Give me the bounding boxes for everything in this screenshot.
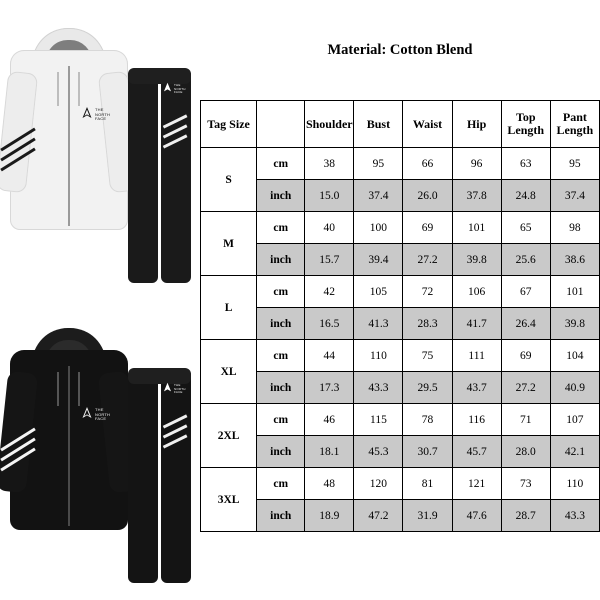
col-header-shoulder: Shoulder: [305, 101, 354, 148]
cell-pant-length: 107: [550, 404, 599, 436]
cell-pant-length: 43.3: [550, 500, 599, 532]
cell-waist: 26.0: [403, 180, 452, 212]
table-row: [201, 244, 600, 276]
product-image-white-tracksuit: [0, 10, 200, 310]
row-unit: inch: [257, 180, 305, 212]
cell-waist: 29.5: [403, 372, 452, 404]
table-row: [201, 148, 600, 180]
cell-bust: 115: [354, 404, 403, 436]
cell-waist: 72: [403, 276, 452, 308]
size-table-panel: [200, 0, 600, 600]
cell-waist: 78: [403, 404, 452, 436]
col-header-hip: Hip: [452, 101, 501, 148]
cell-hip: 37.8: [452, 180, 501, 212]
cell-top-length: 27.2: [501, 372, 550, 404]
col-header-pant-length: Pant Length: [550, 101, 599, 148]
cell-pant-length: 38.6: [550, 244, 599, 276]
cell-top-length: 28.0: [501, 436, 550, 468]
table-row: [201, 372, 600, 404]
cell-hip: 45.7: [452, 436, 501, 468]
cell-bust: 95: [354, 148, 403, 180]
table-row: [201, 340, 600, 372]
cell-bust: 45.3: [354, 436, 403, 468]
pant-leg-left: [128, 368, 158, 583]
pant-leg-right: [161, 68, 191, 283]
row-unit: cm: [257, 276, 305, 308]
cell-shoulder: 17.3: [305, 372, 354, 404]
pants-brand-logo: [162, 82, 186, 98]
brand-logo: [80, 406, 110, 422]
drawstring-left: [57, 372, 59, 406]
row-unit: cm: [257, 404, 305, 436]
cell-bust: 105: [354, 276, 403, 308]
col-header-waist: Waist: [403, 101, 452, 148]
brand-logo-text: THE NORTH FACE: [95, 407, 111, 421]
pants-brand-logo-text: THE NORTH FACE: [174, 383, 186, 394]
cell-pant-length: 101: [550, 276, 599, 308]
row-size-label: 3XL: [201, 468, 257, 532]
size-table: [200, 100, 600, 532]
pants: [128, 368, 194, 583]
cell-hip: 116: [452, 404, 501, 436]
row-unit: cm: [257, 468, 305, 500]
row-unit: inch: [257, 372, 305, 404]
drawstring-left: [57, 72, 59, 106]
cell-bust: 100: [354, 212, 403, 244]
table-row: [201, 212, 600, 244]
cell-shoulder: 48: [305, 468, 354, 500]
row-unit: cm: [257, 212, 305, 244]
cell-top-length: 24.8: [501, 180, 550, 212]
table-row: [201, 308, 600, 340]
cell-waist: 66: [403, 148, 452, 180]
cell-bust: 37.4: [354, 180, 403, 212]
brand-logo: [80, 106, 110, 122]
cell-waist: 75: [403, 340, 452, 372]
row-size-label: S: [201, 148, 257, 212]
pants-brand-logo-text: THE NORTH FACE: [174, 83, 186, 94]
cell-shoulder: 38: [305, 148, 354, 180]
row-unit: inch: [257, 244, 305, 276]
table-row: [201, 276, 600, 308]
cell-waist: 27.2: [403, 244, 452, 276]
cell-pant-length: 110: [550, 468, 599, 500]
cell-waist: 31.9: [403, 500, 452, 532]
row-unit: inch: [257, 436, 305, 468]
row-size-label: M: [201, 212, 257, 276]
cell-top-length: 26.4: [501, 308, 550, 340]
table-row: [201, 180, 600, 212]
row-size-label: L: [201, 276, 257, 340]
north-face-logo-icon: [162, 82, 173, 93]
col-header-bust: Bust: [354, 101, 403, 148]
cell-hip: 41.7: [452, 308, 501, 340]
north-face-logo-icon: [80, 406, 94, 420]
cell-shoulder: 18.9: [305, 500, 354, 532]
cell-hip: 43.7: [452, 372, 501, 404]
cell-top-length: 28.7: [501, 500, 550, 532]
black-tracksuit-illustration: [0, 310, 200, 600]
cell-shoulder: 15.0: [305, 180, 354, 212]
cell-hip: 111: [452, 340, 501, 372]
cell-shoulder: 42: [305, 276, 354, 308]
table-row: [201, 404, 600, 436]
cell-shoulder: 15.7: [305, 244, 354, 276]
cell-pant-length: 42.1: [550, 436, 599, 468]
row-size-label: 2XL: [201, 404, 257, 468]
row-size-label: XL: [201, 340, 257, 404]
col-header-top-length: Top Length: [501, 101, 550, 148]
table-row: [201, 468, 600, 500]
cell-top-length: 69: [501, 340, 550, 372]
cell-bust: 39.4: [354, 244, 403, 276]
north-face-logo-icon: [162, 382, 173, 393]
cell-waist: 81: [403, 468, 452, 500]
cell-shoulder: 44: [305, 340, 354, 372]
cell-waist: 30.7: [403, 436, 452, 468]
cell-pant-length: 95: [550, 148, 599, 180]
cell-bust: 110: [354, 340, 403, 372]
cell-pant-length: 98: [550, 212, 599, 244]
cell-pant-length: 37.4: [550, 180, 599, 212]
cell-pant-length: 39.8: [550, 308, 599, 340]
cell-top-length: 73: [501, 468, 550, 500]
cell-shoulder: 18.1: [305, 436, 354, 468]
cell-waist: 28.3: [403, 308, 452, 340]
cell-bust: 41.3: [354, 308, 403, 340]
col-header-tag-size: Tag Size: [201, 101, 257, 148]
material-title: Material: Cotton Blend: [327, 41, 473, 58]
row-unit: cm: [257, 340, 305, 372]
row-unit: inch: [257, 308, 305, 340]
cell-bust: 120: [354, 468, 403, 500]
zipper: [68, 66, 70, 226]
table-row: [201, 500, 600, 532]
brand-logo-text: THE NORTH FACE: [95, 107, 111, 121]
white-tracksuit-illustration: [0, 10, 200, 300]
cell-hip: 47.6: [452, 500, 501, 532]
cell-shoulder: 46: [305, 404, 354, 436]
pants: [128, 68, 194, 283]
cell-pant-length: 104: [550, 340, 599, 372]
product-image-panel: [0, 0, 200, 600]
cell-bust: 47.2: [354, 500, 403, 532]
cell-shoulder: 40: [305, 212, 354, 244]
zipper: [68, 366, 70, 526]
pant-leg-right: [161, 368, 191, 583]
product-image-black-tracksuit: [0, 310, 200, 600]
table-header-row: [201, 101, 600, 148]
pant-leg-left: [128, 68, 158, 283]
table-row: [201, 436, 600, 468]
col-header-unit: [257, 101, 305, 148]
cell-hip: 121: [452, 468, 501, 500]
pants-brand-logo: [162, 382, 186, 398]
cell-hip: 101: [452, 212, 501, 244]
cell-pant-length: 40.9: [550, 372, 599, 404]
cell-waist: 69: [403, 212, 452, 244]
north-face-logo-icon: [80, 106, 94, 120]
cell-top-length: 63: [501, 148, 550, 180]
cell-bust: 43.3: [354, 372, 403, 404]
cell-top-length: 65: [501, 212, 550, 244]
drawstring-right: [78, 72, 80, 106]
drawstring-right: [78, 372, 80, 406]
cell-top-length: 67: [501, 276, 550, 308]
cell-hip: 96: [452, 148, 501, 180]
row-unit: inch: [257, 500, 305, 532]
cell-hip: 106: [452, 276, 501, 308]
cell-top-length: 25.6: [501, 244, 550, 276]
cell-hip: 39.8: [452, 244, 501, 276]
cell-top-length: 71: [501, 404, 550, 436]
cell-shoulder: 16.5: [305, 308, 354, 340]
row-unit: cm: [257, 148, 305, 180]
